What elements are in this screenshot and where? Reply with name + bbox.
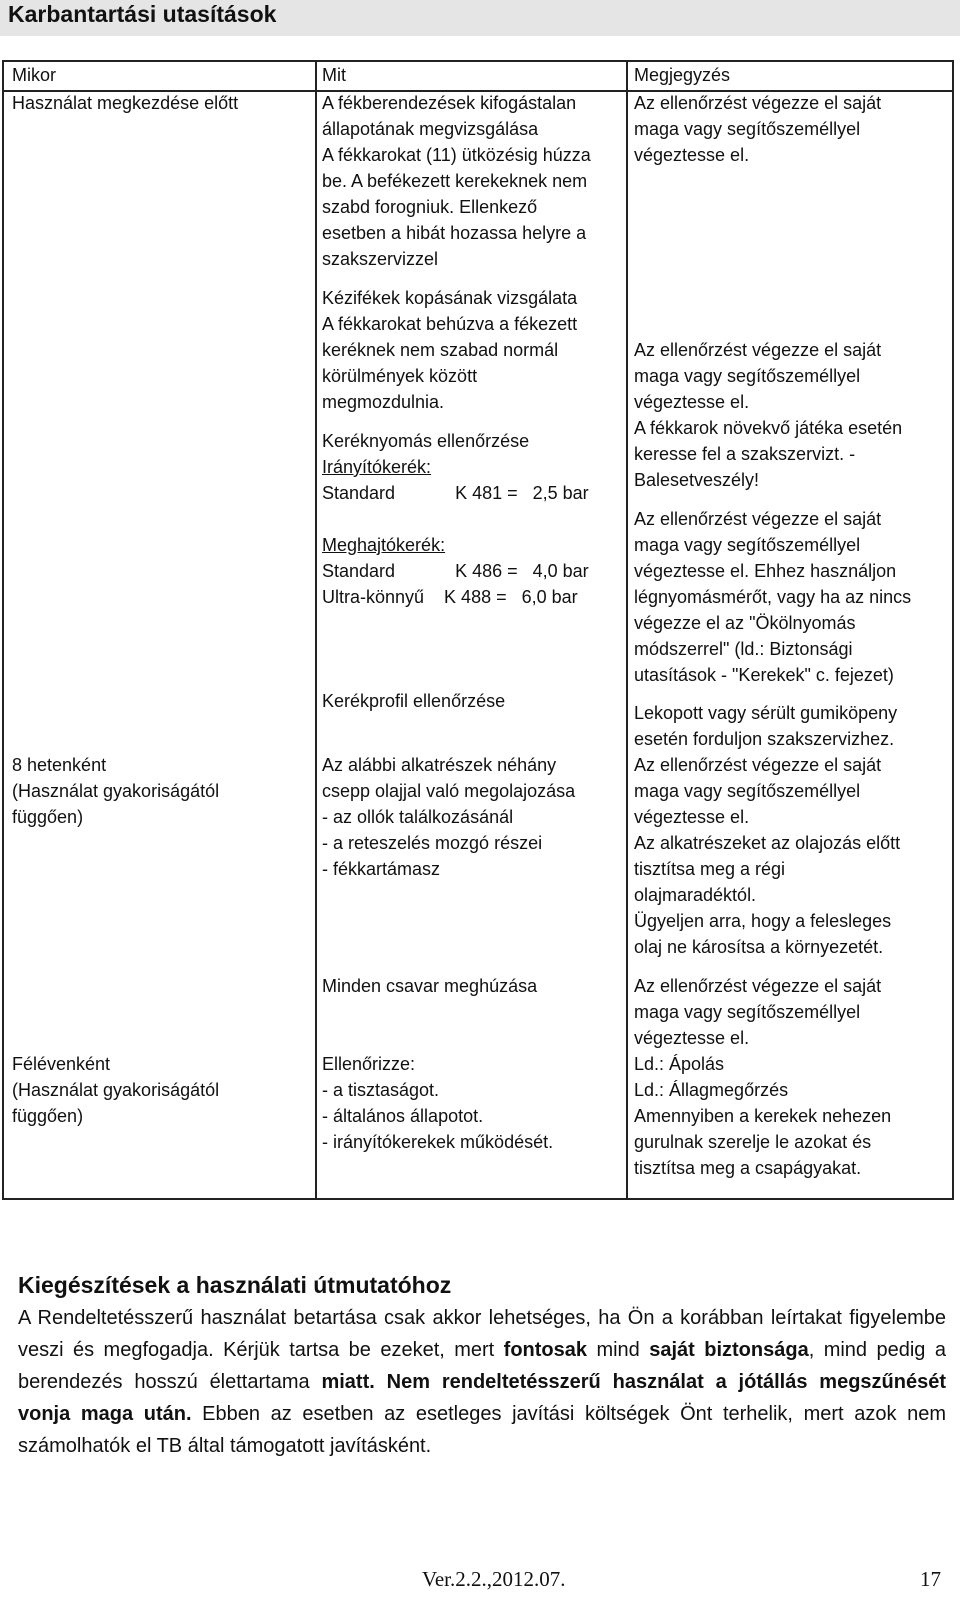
note-line: utasítások - "Kerekek" c. fejezet) (634, 665, 894, 685)
what-line: körülmények között (322, 366, 478, 386)
what-line: Ellenőrizze: (322, 1054, 416, 1074)
what-line: Ultra-könnyű K 488 = 6,0 bar (322, 587, 578, 607)
note-line: tisztítsa meg a régi (634, 859, 786, 879)
when-cell: (Használat gyakoriságától (12, 1080, 220, 1100)
note-line: Lekopott vagy sérült gumiköpeny (634, 703, 898, 723)
note-line: Amennyiben a kerekek nehezen (634, 1106, 892, 1126)
what-line: Kézifékek kopásának vizsgálata (322, 288, 578, 308)
what-line: szakszervizzel (322, 249, 439, 269)
what-line: Standard K 481 = 2,5 bar (322, 483, 589, 503)
note-line: végeztesse el. (634, 1028, 750, 1048)
what-line: Az alábbi alkatrészek néhány (322, 755, 557, 775)
what-line: - a tisztaságot. (322, 1080, 440, 1100)
note-line: keresse fel a szakszervizt. - (634, 444, 856, 464)
version-label: Ver.2.2.,2012.07. (422, 1567, 566, 1591)
what-line: állapotának megvizsgálása (322, 119, 539, 139)
note-line: maga vagy segítőszeméllyel (634, 366, 861, 386)
para-text: , mind pedig a berendezés hosszú élettartama (18, 1339, 946, 1393)
note-line: Az ellenőrzést végezze el saját (634, 976, 882, 996)
title-bar (0, 0, 960, 36)
when-cell: függően) (12, 807, 84, 827)
what-line: Irányítókerék: (322, 457, 432, 477)
section-heading: Kiegészítések a használati útmutatóhoz (18, 1272, 452, 1298)
note-line: tisztítsa meg a csapágyakat. (634, 1158, 862, 1178)
note-line: Az ellenőrzést végezze el saját (634, 340, 882, 360)
para-bold: fontosak (503, 1339, 588, 1361)
what-line: keréknek nem szabad normál (322, 340, 559, 360)
when-cell: függően) (12, 1106, 84, 1126)
note-line: maga vagy segítőszeméllyel (634, 535, 861, 555)
what-line: - az ollók találkozásánál (322, 807, 514, 827)
section-paragraph (18, 1302, 946, 1462)
when-cell: (Használat gyakoriságától (12, 781, 220, 801)
para-bold: miatt. Nem rendeltetésszerű használat a jótállás megszűnését vonja maga után. (18, 1371, 947, 1425)
what-line: megmozdulnia. (322, 392, 445, 412)
note-line: olajmaradéktól. (634, 885, 757, 905)
note-line: Az ellenőrzést végezze el saját (634, 93, 882, 113)
header-when: Mikor (12, 65, 56, 85)
what-line: - a reteszelés mozgó részei (322, 833, 543, 853)
note-line: Az ellenőrzést végezze el saját (634, 755, 882, 775)
page-title: Karbantartási utasítások (8, 1, 277, 27)
column-divider (626, 62, 628, 1198)
what-line: esetben a hibát hozassa helyre a (322, 223, 587, 243)
note-line: maga vagy segítőszeméllyel (634, 119, 861, 139)
note-line: végeztesse el. Ehhez használjon (634, 561, 897, 581)
note-line: módszerrel" (ld.: Biztonsági (634, 639, 853, 659)
what-line: be. A befékezett kerekeknek nem (322, 171, 588, 191)
note-line: Balesetveszély! (634, 470, 760, 490)
what-line: - fékkartámasz (322, 859, 441, 879)
column-divider (315, 62, 317, 1198)
para-text: mind (587, 1339, 650, 1361)
what-line: Minden csavar meghúzása (322, 976, 538, 996)
note-line: A fékkarok növekvő játéka esetén (634, 418, 903, 438)
note-line: gurulnak szerelje le azokat és (634, 1132, 872, 1152)
note-line: Ld.: Állagmegőrzés (634, 1080, 789, 1100)
page-number: 17 (920, 1567, 941, 1591)
note-line: végeztesse el. (634, 145, 750, 165)
note-line: Az alkatrészeket az olajozás előtt (634, 833, 901, 853)
para-bold: saját biztonsága (649, 1339, 809, 1361)
what-line: szabd forogniuk. Ellenkező (322, 197, 538, 217)
what-line: Keréknyomás ellenőrzése (322, 431, 530, 451)
note-line: Az ellenőrzést végezze el saját (634, 509, 882, 529)
what-line: - irányítókerekek működését. (322, 1132, 554, 1152)
note-line: Ld.: Ápolás (634, 1054, 725, 1074)
when-cell: Használat megkezdése előtt (12, 93, 239, 113)
what-line: A fékkarokat behúzva a fékezett (322, 314, 578, 334)
note-line: esetén forduljon szakszervizhez. (634, 729, 895, 749)
note-line: légnyomásmérőt, vagy ha az nincs (634, 587, 912, 607)
note-line: Ügyeljen arra, hogy a felesleges (634, 911, 892, 931)
what-line: Standard K 486 = 4,0 bar (322, 561, 589, 581)
para-text: Ebben az esetben az esetleges javítási költségek Önt terhelik, mert azok nem számolhatók el TB által támogatott javításként. (18, 1403, 947, 1457)
note-line: maga vagy segítőszeméllyel (634, 781, 861, 801)
what-line: A fékberendezések kifogástalan (322, 93, 577, 113)
what-line: - általános állapotot. (322, 1106, 484, 1126)
header-note: Megjegyzés (634, 65, 731, 85)
when-cell: Félévenként (12, 1054, 111, 1074)
maintenance-table (2, 60, 954, 1200)
header-what: Mit (322, 65, 346, 85)
what-line: Kerékprofil ellenőrzése (322, 691, 506, 711)
note-line: végezze el az "Ökölnyomás (634, 613, 856, 633)
what-line: Meghajtókerék: (322, 535, 446, 555)
note-line: végeztesse el. (634, 392, 750, 412)
note-line: maga vagy segítőszeméllyel (634, 1002, 861, 1022)
note-line: olaj ne károsítsa a környezetét. (634, 937, 884, 957)
when-cell: 8 hetenként (12, 755, 107, 775)
what-line: csepp olajjal való megolajozása (322, 781, 576, 801)
what-line: A fékkarokat (11) ütközésig húzza (322, 145, 591, 165)
para-text: A Rendeltetésszerű használat betartása csak akkor lehetséges, ha Ön a korábban leírtakat figyelembe veszi és megfogadja. Kérjük tartsa be ezeket, mert (18, 1307, 946, 1361)
note-line: végeztesse el. (634, 807, 750, 827)
